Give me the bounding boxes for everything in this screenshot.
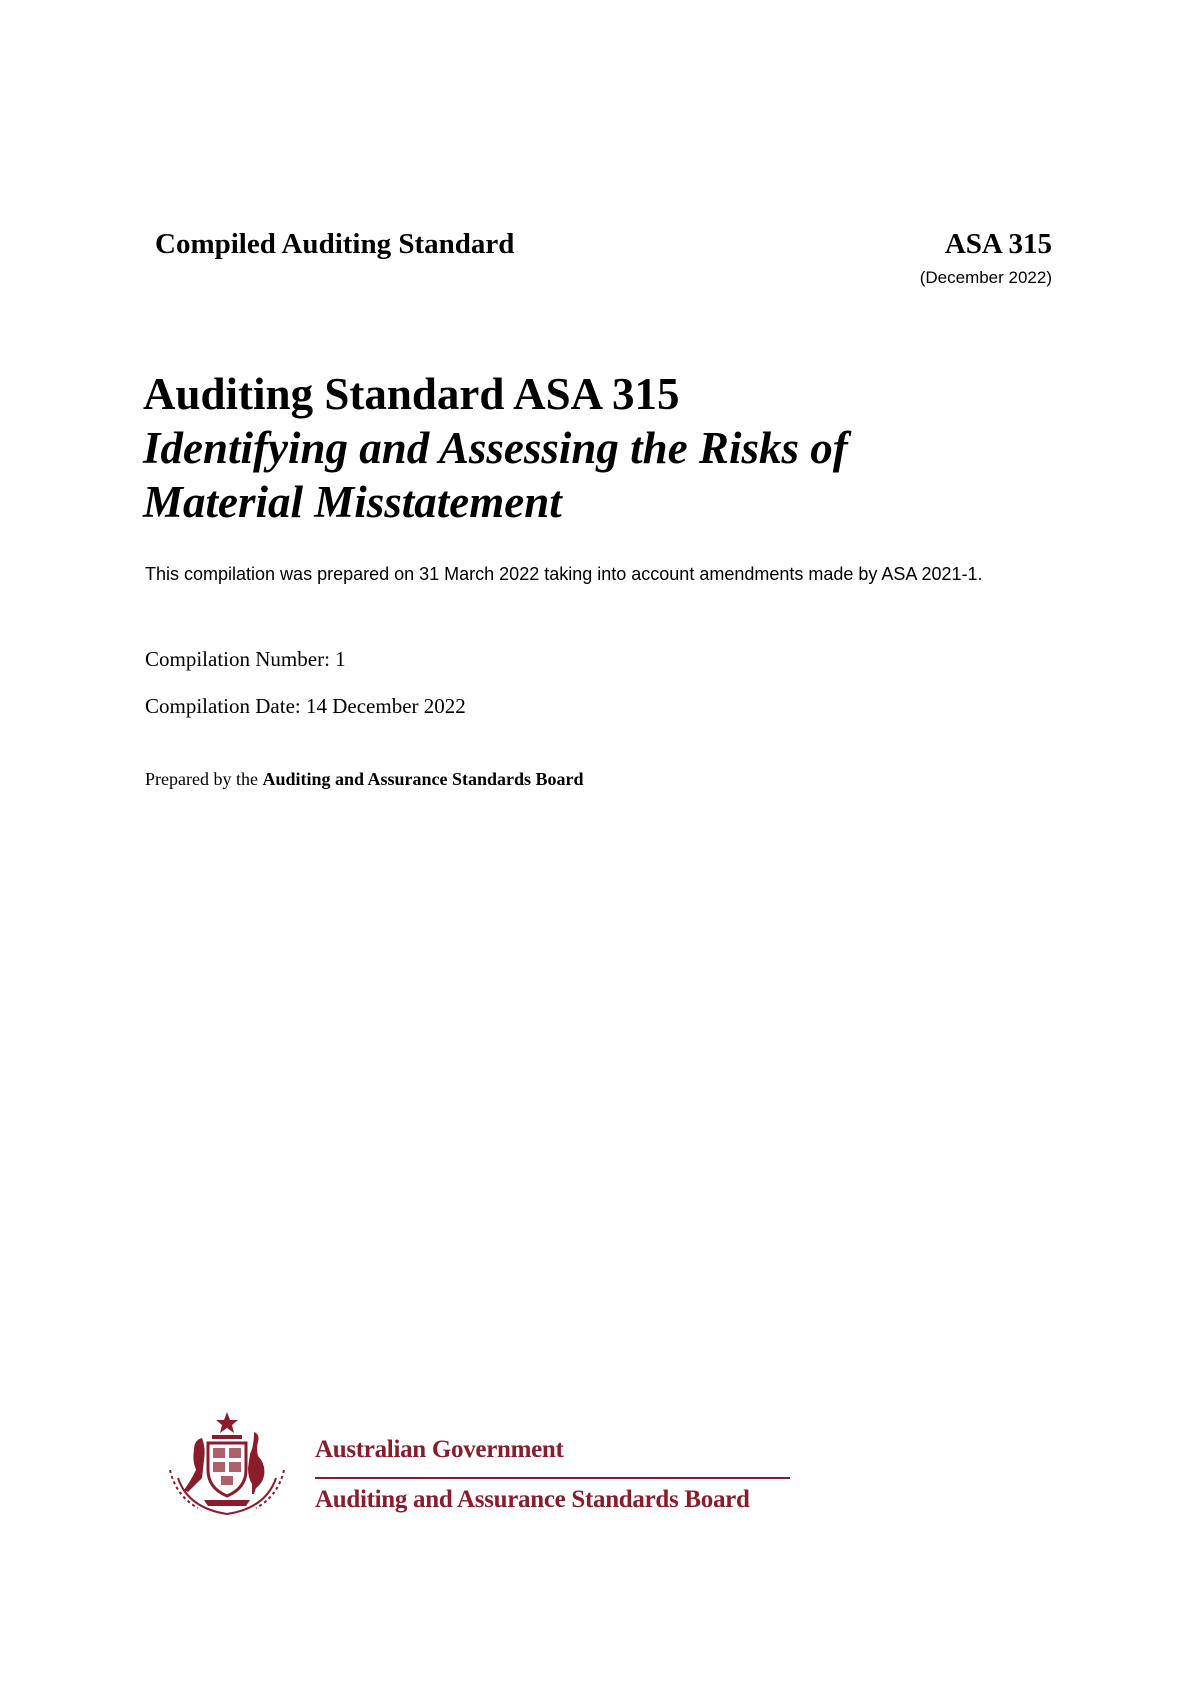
- compilation-date: Compilation Date: 14 December 2022: [145, 694, 466, 718]
- title-main: Auditing Standard ASA 315: [143, 369, 680, 419]
- compiled-standard-label: Compiled Auditing Standard: [155, 228, 515, 260]
- title-subtitle-line-1: Identifying and Assessing the Risks of: [143, 423, 848, 473]
- commonwealth-coat-of-arms-icon: [158, 1408, 296, 1528]
- government-name: Australian Government: [315, 1436, 564, 1463]
- preparation-note: This compilation was prepared on 31 March 2022 taking into account amendments made by ASA 2021-1.: [145, 564, 983, 584]
- standard-code: ASA 315: [944, 228, 1052, 260]
- standard-date: (December 2022): [919, 268, 1052, 287]
- title-subtitle-line-2: Material Misstatement: [143, 477, 562, 527]
- prepared-by-prefix: Prepared by the: [145, 769, 263, 789]
- government-logo: [158, 1408, 798, 1528]
- prepared-by: [145, 769, 584, 790]
- compilation-number: Compilation Number: 1: [145, 647, 346, 671]
- logo-divider: [315, 1477, 790, 1479]
- prepared-by-org: Auditing and Assurance Standards Board: [262, 769, 584, 789]
- document-title: [143, 367, 1043, 529]
- board-name: Auditing and Assurance Standards Board: [315, 1486, 750, 1513]
